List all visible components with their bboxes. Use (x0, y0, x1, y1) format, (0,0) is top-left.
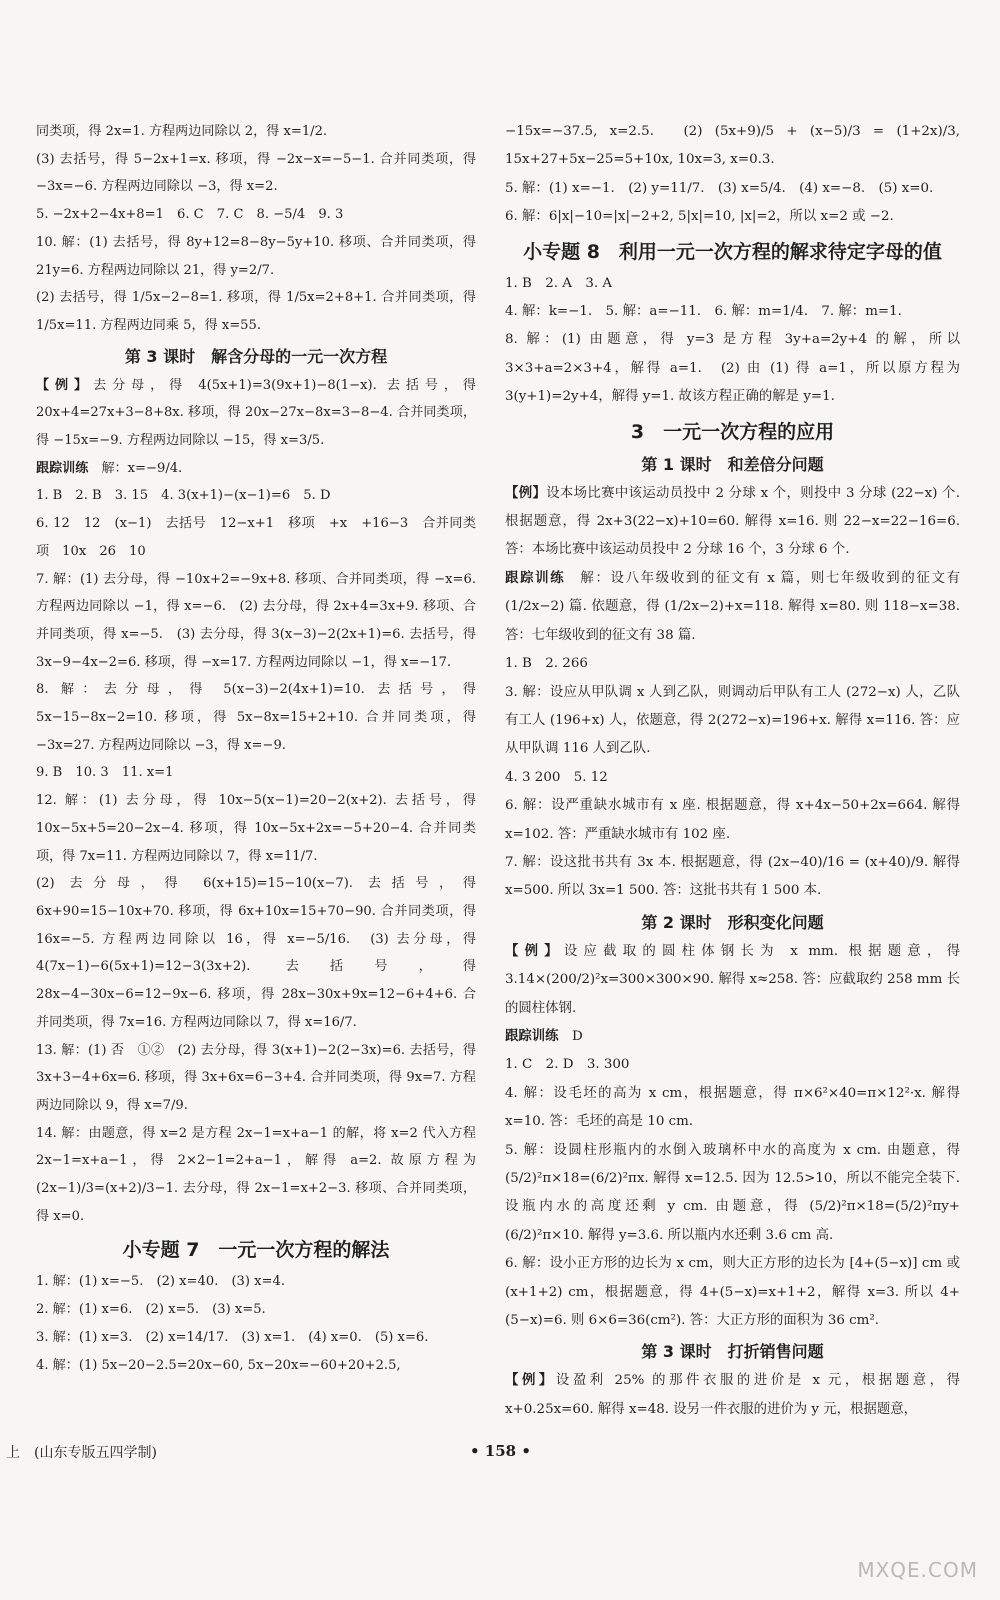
section-heading: 第 3 课时 解含分母的一元一次方程 (124, 346, 388, 366)
answer-line: 4. 解：设毛坯的高为 x cm，根据题意，得 π×6²×40=π×12²·x. 解得 x=10. 答：毛坯的高是 10 cm. (505, 1085, 960, 1130)
section-heading: 第 3 课时 打折销售问题 (641, 1342, 824, 1362)
topic-heading: 小专题 8 利用一元一次方程的解求待定字母的值 (523, 240, 942, 263)
example-paragraph (36, 372, 476, 455)
example-paragraph (505, 1367, 960, 1424)
answer-line: 8. 解：去分母，得 5(x−3)−2(4x+1)=10. 去括号，得 5x−15−8x−2=10. 移项，得 5x−8x=15+2+10. 合并同类项，得 −3x=27. 方程两边同除以 −3，得 x=−9. (36, 682, 476, 753)
example-text: 设盈利 25% 的那件衣服的进价是 x 元，根据题意，得 x+0.25x=60. 解得 x=48. 设另一件衣服的进价为 y 元，根据题意， (505, 1373, 961, 1417)
answer-line: 5. 解：设圆柱形瓶内的水倒入玻璃杯中水的高度为 x cm. 由题意，得 (5/2)²π×18=(6/2)²πx. 解得 x=12.5. 因为 12.5>10，所以不能完全装下. 设瓶内水的高度还剩 y cm. 由题意，得 (5/2)²π×18=(5/2)²πy+(6/2)²π×10. 解得 y=3.6. 所以瓶内水还剩 3.6 cm 高. (505, 1142, 960, 1243)
answer-line: 6. 12 12 (x−1) 去括号 12−x+1 移项 +x +16−3 合并同类项 10x 26 10 (36, 516, 476, 559)
answer-line: 4. 3 200 5. 12 (505, 769, 608, 785)
tracking-text: 解：设八年级收到的征文有 x 篇，则七年级收到的征文有 (1/2x−2) 篇. 依题意，得 (1/2x−2)+x=118. 解得 x=80. 则 118−x=38. 答：七年级收到的征文有 38 篇. (505, 570, 960, 643)
answer-line: 7. 解：(1) 去分母，得 −10x+2=−9x+8. 移项、合并同类项，得 −x=6. 方程两边同除以 −1，得 x=−6. (2) 去分母，得 2x+4=3x+9. 移项、合并同类项，得 x=−5. (3) 去分母，得 3(x−3)−2(2x+1)=6. 去括号，得 3x−9−4x−2=6. 移项，得 −x=17. 方程两边同除以 −1，得 x=−17. (36, 571, 476, 670)
answer-line: 3. 解：(1) x=3. (2) x=14/17. (3) x=1. (4) x=0. (5) x=6. (36, 1329, 429, 1345)
answer-line: 14. 解：由题意，得 x=2 是方程 2x−1=x+a−1 的解，将 x=2 代入方程 2x−1=x+a−1，得 2×2−1=2+a−1，解得 a=2. 故原方程为 (2x−1)/3=(x+2)/3−1. 去分母，得 2x−1=x+2−3. 移项、合并同类项，得 x=0. (36, 1125, 476, 1224)
tracking-text: 解：x=−9/4. (101, 460, 183, 476)
example-paragraph (505, 938, 960, 1023)
example-paragraph (505, 480, 960, 565)
answer-line: 8. 解：(1) 由题意，得 y=3 是方程 3y+a=2y+4 的解，所以 3×3+a=2×3+4，解得 a=1. (2) 由 (1) 得 a=1，所以原方程为 3(y+1)=2y+4，解得 y=1. 故该方程正确的解是 y=1. (505, 332, 960, 405)
answer-line: 10. 解：(1) 去括号，得 8y+12=8−8y−5y+10. 移项、合并同类项，得 21y=6. 方程两边同除以 21，得 y=2/7. (36, 234, 476, 278)
answer-line: 6. 解：设严重缺水城市有 x 座. 根据题意，得 x+4x−50+2x=664. 解得 x=102. 答：严重缺水城市有 102 座. (505, 798, 960, 842)
answer-line: 1. B 2. 266 (505, 656, 588, 672)
example-tag: 【例】 (505, 943, 564, 959)
tracking-text: D (571, 1028, 583, 1044)
answer-line: (2) 去括号，得 1/5x−2−8=1. 移项，得 1/5x=2+8+1. 合并同类项，得 1/5x=11. 方程两边同乘 5，得 x=55. (36, 290, 476, 333)
example-text: 去分母，得 4(5x+1)=3(9x+1)−8(1−x). 去括号，得 20x+4=27x+3−8+8x. 移项，得 20x−27x−8x=3−8−4. 合并同类项，得 −15x=−9. 方程两边同除以 −15，得 x=3/5. (36, 377, 477, 449)
answer-line: 1. B 2. B 3. 15 4. 3(x+1)−(x−1)=6 5. D (36, 488, 331, 504)
example-tag: 【例】 (505, 1373, 556, 1389)
topic-heading: 小专题 7 一元一次方程的解法 (122, 1239, 390, 1262)
answer-line: 同类项，得 2x=1. 方程两边同除以 2，得 x=1/2. (36, 124, 328, 139)
answer-line: 2. 解：(1) x=6. (2) x=5. (3) x=5. (36, 1302, 266, 1318)
tracking-tag: 跟踪训练 (505, 570, 566, 586)
answer-line: 12. 解：(1) 去分母，得 10x−5(x−1)=20−2(x+2). 去括号，得 10x−5x+5=20−2x−4. 移项，得 10x−5x+2x=−5+20−4. 合并同类项，得 7x=11. 方程两边同除以 7，得 x=11/7. (36, 793, 476, 864)
answer-line: 4. 解：k=−1. 5. 解：a=−11. 6. 解：m=1/4. 7. 解：m=1. (505, 304, 902, 320)
tracking-paragraph (505, 1023, 960, 1051)
chapter-heading: 3 一元一次方程的应用 (630, 420, 835, 443)
answer-line: (2) 去分母，得 6(x+15)=15−10(x−7). 去括号，得 6x+90=15−10x+70. 移项，得 6x+10x=15+70−90. 合并同类项，得 16x=−5. 方程两边同除以 16，得 x=−5/16. (3) 去分母，得 4(7x−1)−6(5x+1)=12−3(3x+2). 去括号，得 28x−4−30x−6=12−9x−6. 移项，得 28x−30x+9x=12−6+4+6. 合并同类项，得 7x=16. 方程两边同除以 7，得 x=16/7. (36, 876, 476, 1030)
answer-line: −15x=−37.5, x=2.5. (2) (5x+9)/5 + (x−5)/3 = (1+2x)/3, 15x+27+5x−25=5+10x, 10x=3, x=0.3. (505, 124, 960, 168)
answer-line: 1. B 2. A 3. A (505, 275, 613, 291)
answer-line: 6. 解：6|x|−10=|x|−2+2, 5|x|=10, |x|=2，所以 x=2 或 −2. (505, 209, 894, 225)
right-column (505, 118, 960, 1424)
tracking-paragraph (505, 565, 960, 650)
left-column (36, 118, 476, 1379)
answer-line: 9. B 10. 3 11. x=1 (36, 765, 174, 781)
example-text: 设应截取的圆柱体钢长为 x mm. 根据题意，得 3.14×(200/2)²x=300×300×90. 解得 x≈258. 答：应截取约 258 mm 长的圆柱体钢. (505, 943, 960, 1016)
tracking-paragraph (36, 455, 476, 483)
tracking-tag: 跟踪训练 (505, 1028, 559, 1044)
answer-line: 5. −2x+2−4x+8=1 6. C 7. C 8. −5/4 9. 3 (36, 207, 344, 223)
answer-line: 13. 解：(1) 否 ①② (2) 去分母，得 3(x+1)−2(2−3x)=6. 去括号，得 3x+3−4+6x=6. 移项，得 3x+6x=6−3+4. 合并同类项，得 9x=7. 方程两边同除以 9，得 x=7/9. (36, 1042, 476, 1113)
section-heading: 第 2 课时 形积变化问题 (641, 912, 824, 932)
answer-line: 1. C 2. D 3. 300 (505, 1057, 630, 1073)
page-number: • 158 • (470, 1442, 531, 1460)
answer-line: 7. 解：设这批书共有 3x 本. 根据题意，得 (2x−40)/16 = (x+40)/9. 解得 x=500. 所以 3x=1 500. 答：这批书共有 1 500 本. (505, 854, 960, 899)
answer-line: 3. 解：设应从甲队调 x 人到乙队，则调动后甲队有工人 (272−x) 人，乙队有工人 (196+x) 人，依题意，得 2(272−x)=196+x. 解得 x=116. 答：应从甲队调 116 人到乙队. (505, 684, 960, 757)
example-tag: 【例】 (36, 377, 94, 393)
answer-line: 5. 解：(1) x=−1. (2) y=11/7. (3) x=5/4. (4) x=−8. (5) x=0. (505, 180, 934, 196)
answer-line: 1. 解：(1) x=−5. (2) x=40. (3) x=4. (36, 1274, 286, 1290)
example-text: 设本场比赛中该运动员投中 2 分球 x 个，则投中 3 分球 (22−x) 个. 根据题意，得 2x+3(22−x)+10=60. 解得 x=16. 则 22−x=22−16=6. 答：本场比赛中该运动员投中 2 分球 16 个，3 分球 6 个. (505, 485, 960, 558)
section-heading: 第 1 课时 和差倍分问题 (641, 454, 824, 474)
example-tag: 【例】 (505, 485, 547, 501)
tracking-tag: 跟踪训练 (36, 460, 89, 476)
watermark-logo: MXQE.COM (857, 1558, 978, 1582)
answer-line: 6. 解：设小正方形的边长为 x cm，则大正方形的边长为 [4+(5−x)] cm 或 (x+1+2) cm，根据题意，得 4+(5−x)=x+1+2，解得 x=3. 所以 4+(5−x)=6. 则 6×6=36(cm²). 答：大正方形的面积为 36 cm². (505, 1256, 960, 1329)
footer-edition: 上 (山东专版五四学制) (6, 1445, 157, 1461)
answer-line: 4. 解：(1) 5x−20−2.5=20x−60, 5x−20x=−60+20+2.5, (36, 1357, 401, 1373)
answer-line: (3) 去括号，得 5−2x+1=x. 移项，得 −2x−x=−5−1. 合并同类项，得 −3x=−6. 方程两边同除以 −3，得 x=2. (36, 151, 476, 195)
